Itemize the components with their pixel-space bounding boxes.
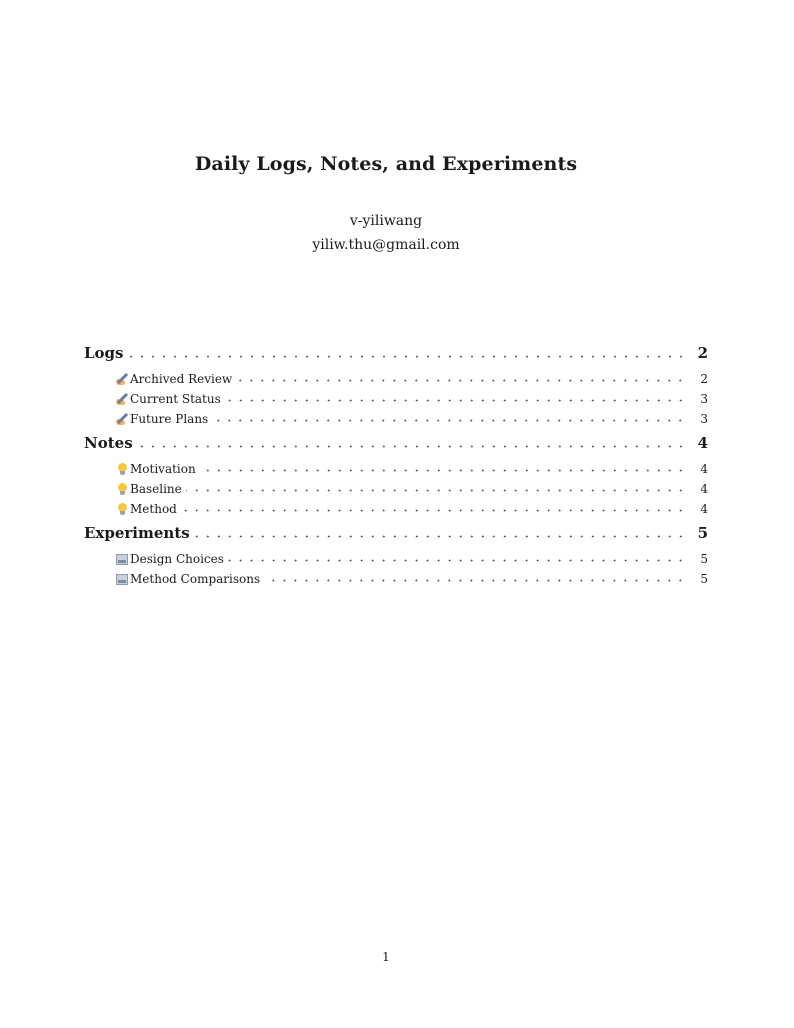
toc-leader: [194, 535, 686, 538]
writing-hand-icon: [116, 413, 129, 426]
picture-icon: [116, 553, 129, 566]
toc-page-number: 3: [700, 392, 708, 406]
toc-item-baseline[interactable]: [84, 476, 708, 496]
toc-leader: [200, 469, 686, 472]
toc-item-label-wrap: [116, 462, 200, 476]
light-bulb-icon: [116, 483, 129, 496]
toc-page-number: 5: [700, 572, 708, 586]
table-of-contents: [84, 340, 708, 586]
toc-item-label: Future Plans: [130, 412, 209, 426]
toc-item-label: Method: [130, 502, 177, 516]
toc-item-method-comparisons[interactable]: [84, 566, 708, 586]
toc-leader: [225, 399, 686, 402]
toc-leader: [264, 579, 686, 582]
light-bulb-icon: [116, 463, 129, 476]
toc-item-motivation[interactable]: [84, 456, 708, 476]
toc-item-label: Current Status: [130, 392, 221, 406]
toc-item-label-wrap: [116, 412, 212, 426]
toc-page-number: 4: [700, 482, 708, 496]
toc-page-number: 5: [697, 524, 708, 542]
writing-hand-icon: [116, 373, 129, 386]
toc-leader: [137, 445, 686, 448]
toc-section-notes[interactable]: [84, 430, 708, 452]
toc-page-number: 4: [700, 502, 708, 516]
picture-icon: [116, 573, 129, 586]
toc-item-label: Method Comparisons: [130, 572, 261, 586]
toc-leader: [236, 379, 686, 382]
toc-item-label-wrap: [116, 482, 186, 496]
toc-item-archived-review[interactable]: [84, 366, 708, 386]
toc-item-label: Motivation: [130, 462, 196, 476]
toc-page-number: 5: [700, 552, 708, 566]
toc-page-number: 3: [700, 412, 708, 426]
toc-item-label-wrap: [116, 502, 181, 516]
author-name: v-yiliwang: [349, 213, 423, 229]
toc-section-experiments[interactable]: [84, 520, 708, 542]
toc-page-number: 2: [697, 344, 708, 362]
toc-leader: [128, 355, 687, 358]
toc-item-label-wrap: [116, 552, 228, 566]
toc-leader: [212, 419, 686, 422]
toc-item-label-wrap: [116, 572, 264, 586]
writing-hand-icon: [116, 393, 129, 406]
toc-leader: [181, 509, 686, 512]
toc-section-label: Notes: [84, 434, 133, 452]
toc-item-design-choices[interactable]: [84, 546, 708, 566]
light-bulb-icon: [116, 503, 129, 516]
toc-section-label: Logs: [84, 344, 124, 362]
page-number: 1: [382, 950, 390, 964]
toc-item-label: Archived Review: [130, 372, 233, 386]
toc-section-logs[interactable]: [84, 340, 708, 362]
toc-item-label-wrap: [116, 392, 225, 406]
document-title: Daily Logs, Notes, and Experiments: [194, 153, 578, 175]
toc-item-future-plans[interactable]: [84, 406, 708, 426]
toc-item-label-wrap: [116, 372, 236, 386]
toc-page-number: 2: [700, 372, 708, 386]
toc-item-label: Baseline: [130, 482, 182, 496]
toc-item-label: Design Choices: [130, 552, 224, 566]
toc-section-label: Experiments: [84, 524, 190, 542]
author-email: yiliw.thu@gmail.com: [312, 237, 460, 253]
toc-page-number: 4: [700, 462, 708, 476]
toc-item-current-status[interactable]: [84, 386, 708, 406]
toc-page-number: 4: [697, 434, 708, 452]
toc-item-method[interactable]: [84, 496, 708, 516]
toc-leader: [186, 489, 686, 492]
toc-leader: [228, 559, 686, 562]
